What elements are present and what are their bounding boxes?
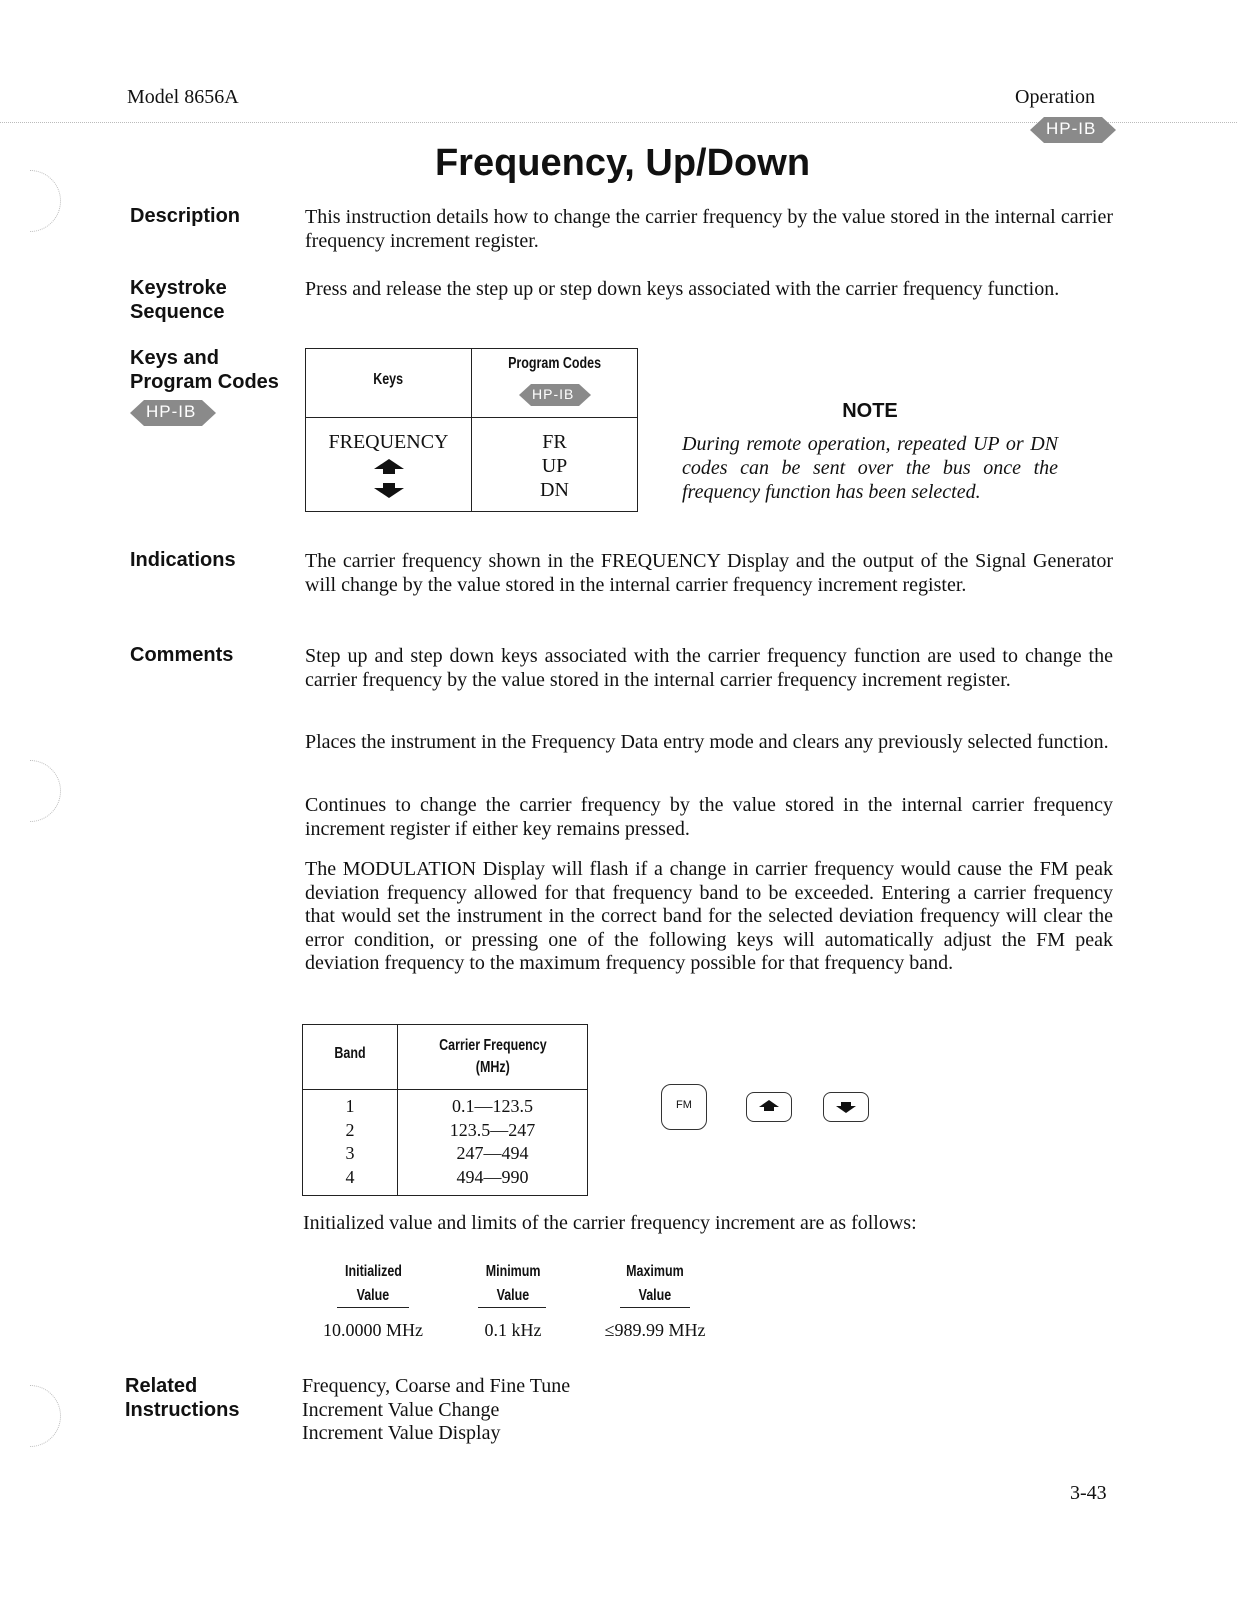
table-divider-horizontal [306,417,637,418]
hpib-badge-text: HP-IB [532,386,575,402]
punch-hole-bottom [30,1385,61,1447]
minimum-value-header: Minimum Value [485,1263,541,1304]
minimum-value: 0.1 kHz [484,1320,542,1340]
program-code-fr: FR [542,431,567,453]
initialized-underline [337,1307,409,1308]
band-table [302,1024,588,1196]
minimum-underline [478,1307,546,1308]
program-code-dn: DN [540,479,569,501]
step-up-arrow-icon [374,459,404,475]
page-title: Frequency, Up/Down [434,142,811,184]
indications-heading: Indications [130,549,236,571]
table-row: 1 [345,1096,355,1116]
model-label: Model 8656A [127,86,239,108]
list-item: Increment Value Display [302,1422,501,1444]
list-item: Frequency, Coarse and Fine Tune [302,1375,571,1397]
step-down-arrow-icon [374,483,404,499]
frequency-range-values [398,1095,587,1189]
related-heading: Related Instructions [125,1375,240,1421]
carrier-frequency-column-header: Carrier Frequency (MHz) [438,1037,547,1076]
band-column-header: Band [334,1045,366,1062]
comments-paragraph-2: Places the instrument in the Frequency Data entry mode and clears any previously selected function. [305,731,1109,753]
indications-text: The carrier frequency shown in the FREQUENCY Display and the output of the Signal Generator will change by the value stored in the internal carrier frequency increment register. [305,550,1113,596]
band-values [303,1095,397,1189]
keystroke-text: Press and release the step up or step down keys associated with the carrier frequency function. [305,278,1060,300]
maximum-value: ≤989.99 MHz [604,1320,706,1340]
limits-intro: Initialized value and limits of the carrier frequency increment are as follows: [303,1212,917,1234]
comments-paragraph-3: Continues to change the carrier frequency by the value stored in the internal carrier frequency increment register if either key remains pressed. [305,794,1113,840]
section-label: Operation [1015,86,1095,108]
table-row: 2 [345,1119,355,1140]
related-list [302,1375,570,1446]
step-up-arrow-icon [747,1093,791,1121]
hpib-badge-text: HP-IB [146,402,197,421]
keys-column-header: Keys [373,371,404,388]
table-row: 247—494 [456,1143,529,1163]
page-number: 3-43 [1070,1482,1107,1504]
comments-heading: Comments [130,644,234,666]
header-hpib-logo [1030,117,1116,143]
initialized-value-header: Initialized Value [344,1263,402,1304]
table-row: 0.1—123.5 [452,1096,533,1116]
comments-paragraph-4: The MODULATION Display will flash if a change in carrier frequency would cause the FM peak deviation frequency allowed for that frequency band to be exceeded. Entering a carrier frequency that would set the instrument in the correct band for the selected deviation frequency will clear the error condition, or pressing one of the following keys will automatically adjust the FM peak deviation frequency to the maximum frequency possible for that frequency band. [305,858,1113,974]
table-row: 123.5—247 [449,1119,536,1140]
fm-key-label: FM [676,1099,692,1111]
step-up-key [746,1092,792,1122]
keys-codes-hpib-logo [130,400,216,426]
step-down-key [823,1092,869,1122]
step-down-arrow-icon [824,1093,868,1121]
table-row: 494—990 [456,1166,529,1187]
fm-key [661,1084,707,1130]
keystroke-heading: Keystroke Sequence [130,277,227,323]
keys-codes-table [305,348,638,512]
punch-hole-middle [30,760,61,822]
table-row: 3 [345,1143,355,1163]
maximum-value-header: Maximum Value [626,1263,684,1304]
program-code-up: UP [541,455,568,477]
band-table-divider-horizontal [303,1089,587,1090]
maximum-underline [620,1307,690,1308]
description-text: This instruction details how to change the carrier frequency by the value stored in the internal carrier frequency increment register. [305,206,1113,252]
codes-hpib-logo [519,384,591,406]
frequency-key-label: FREQUENCY [328,431,449,453]
keys-codes-heading: Keys and Program Codes [130,347,279,393]
initialized-value: 10.0000 MHz [323,1320,423,1340]
comments-paragraph-1: Step up and step down keys associated with the carrier frequency function are used to change the carrier frequency by the value stored in the internal carrier frequency increment register. [305,645,1113,691]
description-heading: Description [130,205,241,227]
table-row: 4 [345,1166,355,1187]
codes-column-header: Program Codes [508,355,601,372]
note-text: During remote operation, repeated UP or DN codes can be sent over the bus once the frequency function has been selected. [682,433,1058,503]
list-item: Increment Value Change [302,1398,500,1421]
hpib-badge-text: HP-IB [1046,119,1097,138]
note-title: NOTE [842,400,898,422]
